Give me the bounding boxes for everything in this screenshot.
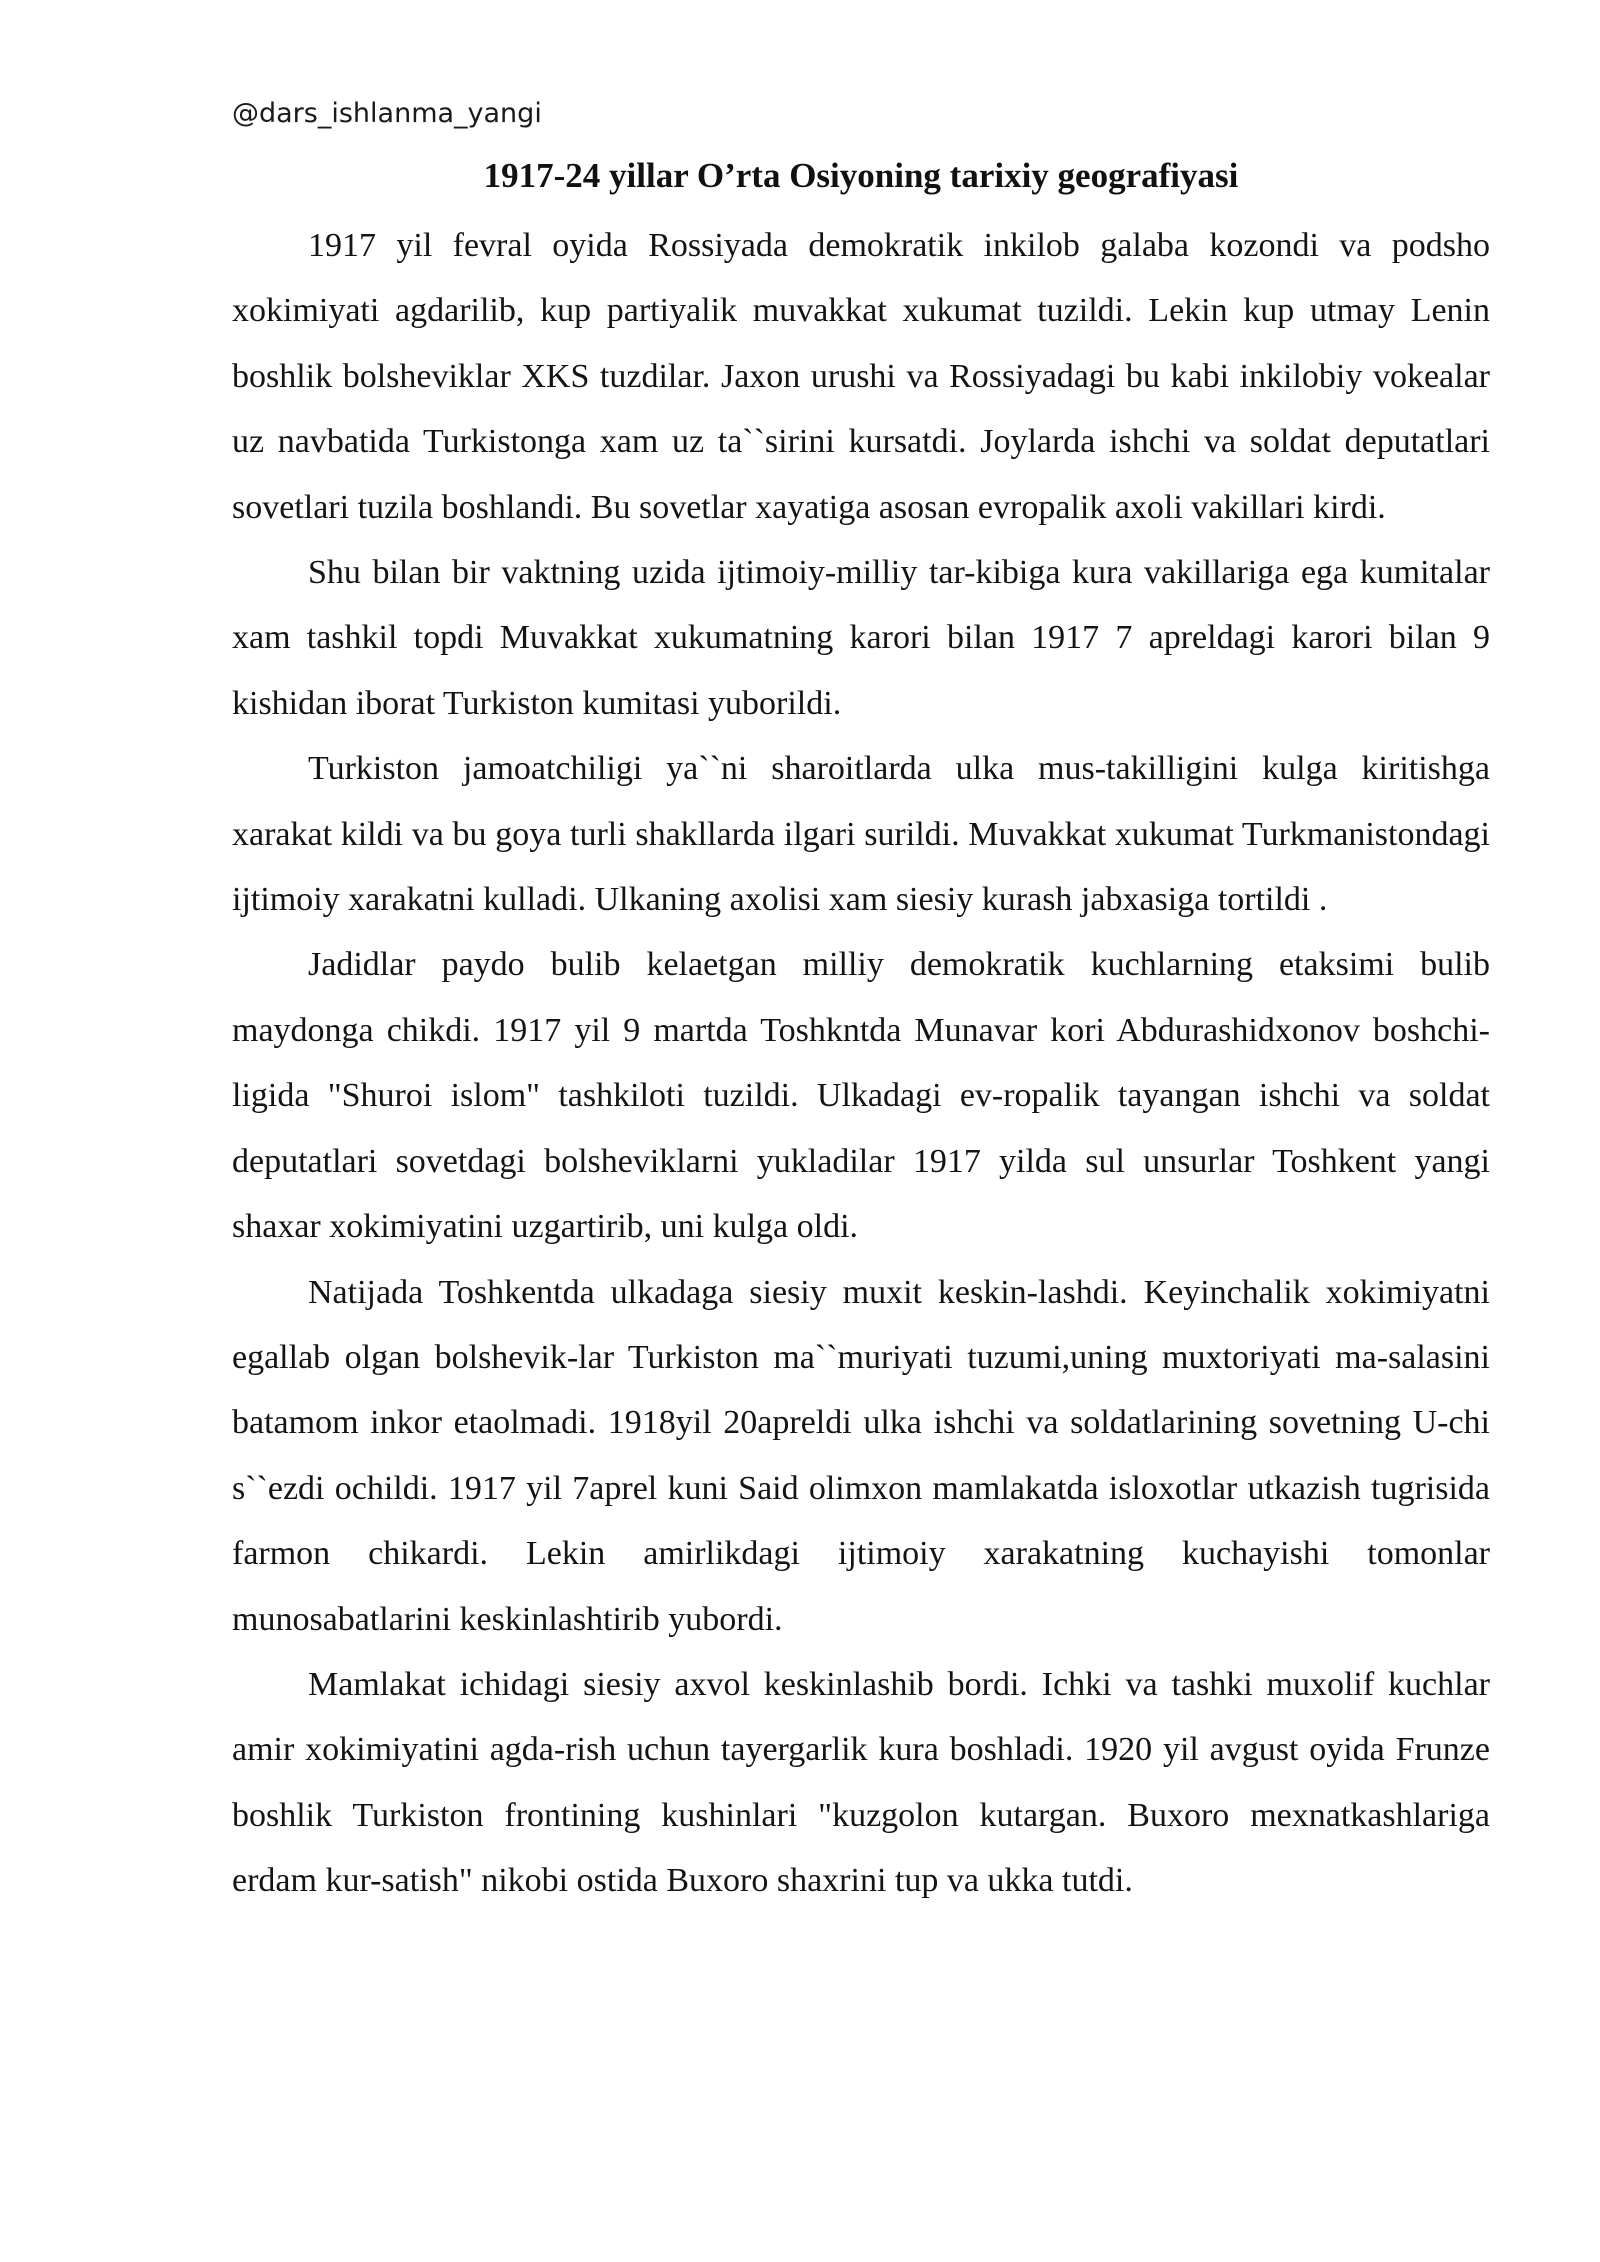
paragraph: Shu bilan bir vaktning uzida ijtimoiy-milliy tar-kibiga kura vakillariga ega kumitalar xam tashkil topdi Muvakkat xukumatning karori bilan 1917 7 apreldagi karori bilan 9 kishidan iborat Turkiston kumitasi yuborildi.	[232, 554, 1490, 722]
paragraph: Natijada Toshkentda ulkadaga siesiy muxit keskin-lashdi. Keyinchalik xokimiyatni egallab olgan bolshevik-lar Turkiston ma``muriyati tuzumi,uning muxtoriyati ma-salasini batamom inkor etaolmadi. 1918yil 20apreldi ulka ishchi va soldatlarining sovetning U-chi s``ezdi ochildi. 1917 yil 7aprel kuni Said olimxon mamlakatda isloxotlar utkazish tugrisida farmon chikardi. Lekin amirlikdagi ijtimoiy xarakatning kuchayishi tomonlar munosabatlarini keskinlashtirib yubordi.	[232, 1273, 1490, 1638]
channel-tag: @dars_ishlanma_yangi	[232, 98, 542, 129]
document-body	[232, 213, 1490, 1914]
paragraph: Turkiston jamoatchiligi ya``ni sharoitlarda ulka mus-takilligini kulga kiritishga xarakat kildi va bu goya turli shakllarda ilgari surildi. Muvakkat xukumat Turkmanistondagi ijtimoiy xarakatni kulladi. Ulkaning axolisi xam siesiy kurash jabxasiga tortildi .	[232, 750, 1490, 919]
paragraph: Jadidlar paydo bulib kelaetgan milliy demokratik kuchlarning etaksimi bulib maydonga chikdi. 1917 yil 9 martda Toshkntda Munavar kori Abdurashidxonov boshchi-ligida "Shuroi islom" tashkiloti tuzildi. Ulkadagi ev-ropalik tayangan ishchi va soldat deputatlari sovetdagi bolsheviklarni yukladilar 1917 yilda sul unsurlar Toshkent yangi shaxar xokimiyatini uzgartirib, uni kulga oldi.	[232, 946, 1490, 1246]
paragraph: Mamlakat ichidagi siesiy axvol keskinlashib bordi. Ichki va tashki muxolif kuchlar amir xokimiyatini agda-rish uchun tayergarlik kura boshladi. 1920 yil avgust oyida Frunze boshlik Turkiston frontining kushinlari "kuzgolon kutargan. Buxoro mexnatkashlariga erdam kur-satish" nikobi ostida Buxoro shaxrini tup va ukka tutdi.	[232, 1665, 1490, 1900]
page-title: 1917-24 yillar O’rta Osiyoning tarixiy geografiyasi	[483, 156, 1239, 195]
paragraph: 1917 yil fevral oyida Rossiyada demokratik inkilob galaba kozondi va podsho xokimiyati agdarilib, kup partiyalik muvakkat xukumat tuzildi. Lekin kup utmay Lenin boshlik bolsheviklar XKS tuzdilar. Jaxon urushi va Rossiyadagi bu kabi inkilobiy vokealar uz navbatida Turkistonga xam uz ta``sirini kursatdi. Joylarda ishchi va soldat deputatlari sovetlari tuzila boshlandi. Bu sovetlar xayatiga asosan evropalik axoli vakillari kirdi.	[232, 227, 1490, 526]
